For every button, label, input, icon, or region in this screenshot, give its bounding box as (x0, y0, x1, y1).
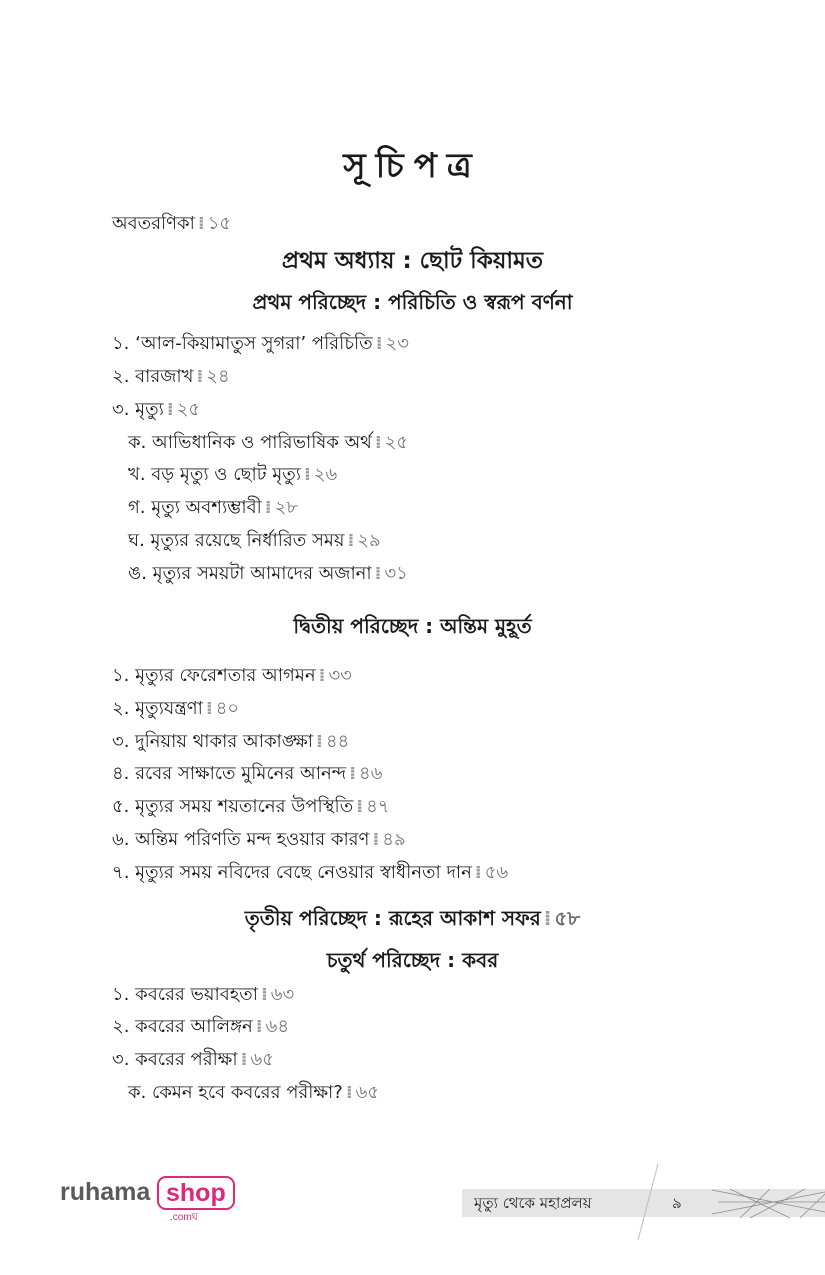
toc-subentry[interactable] (128, 431, 408, 455)
toc-separator: ⁞ (347, 530, 355, 551)
toc-entry[interactable] (112, 398, 200, 422)
toc-page-number: ২৫ (384, 432, 409, 453)
toc-page-number: ৫৬ (484, 862, 509, 883)
toc-page-number: ৬৫ (355, 1082, 380, 1103)
toc-label: ৬. অন্তিম পরিণতি মন্দ হওয়ার কারণ (112, 829, 370, 850)
toc-separator: ⁞ (318, 665, 326, 686)
toc-subentry[interactable] (128, 463, 337, 487)
toc-label: ঘ. মৃত্যুর রয়েছে নির্ধারিত সময় (128, 530, 345, 551)
toc-entry[interactable] (112, 1048, 274, 1072)
toc-entry[interactable] (112, 365, 230, 389)
toc-page-number: ৬৪ (265, 1016, 289, 1037)
toc-page-number: ৪৪ (325, 731, 350, 752)
toc-page-number: ৪৭ (366, 796, 390, 817)
toc-label: ১. মৃত্যুর ফেরেশতার আগমন (112, 665, 316, 686)
section-heading-4: চতুর্থ পরিচ্ছেদ : কবর (326, 948, 499, 972)
toc-page-number: ২৬ (313, 464, 338, 485)
page-title: সূচিপত্র (343, 146, 482, 186)
toc-entry[interactable] (112, 664, 352, 688)
logo-shop-badge: shop (157, 1176, 235, 1210)
section-heading-2: দ্বিতীয় পরিচ্ছেদ : অন্তিম মুহূর্ত (293, 614, 532, 638)
logo-domain: .comঘ (170, 1212, 198, 1223)
toc-page-number: ১৫ (207, 213, 232, 234)
toc-subentry[interactable] (128, 496, 298, 520)
toc-entry[interactable] (112, 762, 382, 786)
toc-page-number: ৪০ (215, 698, 240, 719)
toc-page-number: ২৪ (206, 366, 230, 387)
toc-label: খ. বড় মৃত্যু ও ছোট মৃত্যু (128, 464, 301, 485)
footer-geometric-art (600, 1162, 825, 1242)
toc-separator: ⁞ (372, 829, 380, 850)
toc-entry[interactable] (112, 983, 294, 1007)
toc-label: ১. ‘আল-কিয়ামাতুস সুগরা’ পরিচিতি (112, 333, 373, 354)
toc-subentry[interactable] (128, 562, 408, 586)
toc-separator: ⁞ (349, 763, 357, 784)
toc-subentry[interactable] (128, 529, 381, 553)
toc-separator: ⁞ (345, 1082, 353, 1103)
section-heading-label: তৃতীয় পরিচ্ছেদ : রূহের আকাশ সফর (244, 906, 541, 930)
toc-separator: ⁞ (316, 731, 323, 752)
toc-separator: ⁞ (197, 213, 205, 234)
toc-page-number: ৪৬ (359, 763, 383, 784)
toc-separator: ⁞ (205, 698, 213, 719)
toc-label: ২. মৃত্যুযন্ত্রণা (112, 698, 203, 719)
toc-entry[interactable] (112, 697, 239, 721)
page-number: ৯ (672, 1194, 682, 1212)
toc-entry[interactable] (112, 828, 406, 852)
toc-separator: ⁞ (264, 497, 272, 518)
book-title: মৃত্যু থেকে মহাপ্রলয় (474, 1194, 592, 1212)
toc-separator: ⁞ (303, 464, 311, 485)
toc-label: ঙ. মৃত্যুর সময়টা আমাদের অজানা (128, 563, 372, 584)
toc-page-number: ২৮ (274, 497, 299, 518)
toc-intro[interactable] (112, 212, 231, 236)
toc-entry[interactable] (112, 861, 508, 885)
toc-label: গ. মৃত্যু অবশ্যম্ভাবী (128, 497, 262, 518)
toc-label: ৫. মৃত্যুর সময় শয়তানের উপস্থিতি (112, 796, 354, 817)
toc-page-number: ৬৫ (250, 1049, 274, 1070)
toc-separator: ⁞ (474, 862, 482, 883)
section-heading-1: প্রথম পরিচ্ছেদ : পরিচিতি ও স্বরূপ বর্ণনা (252, 290, 573, 314)
toc-label: অবতরণিকা (112, 213, 195, 234)
toc-separator: ⁞ (166, 399, 174, 420)
logo-text: ruhama (60, 1178, 151, 1206)
toc-label: ক. কেমন হবে কবরের পরীক্ষা? (128, 1082, 343, 1103)
toc-label: ৩. কবরের পরীক্ষা (112, 1049, 238, 1070)
toc-entry[interactable] (112, 795, 389, 819)
toc-label: ২. বারজাখ (112, 366, 194, 387)
section-heading-3[interactable] (0, 904, 825, 932)
toc-label: ৪. রবের সাক্ষাতে মুমিনের আনন্দ (112, 763, 347, 784)
toc-label: ৭. মৃত্যুর সময় নবিদের বেছে নেওয়ার স্বাধীনতা দান (112, 862, 472, 883)
toc-entry[interactable] (112, 730, 349, 754)
toc-entry[interactable] (112, 1015, 289, 1039)
toc-page-number: ৩১ (384, 563, 408, 584)
toc-page-number: ৬৩ (270, 984, 295, 1005)
toc-page-number: ৩৩ (328, 665, 352, 686)
toc-label: ৩. দুনিয়ায় থাকার আকাঙ্ক্ষা (112, 731, 314, 752)
toc-separator: ⁞ (543, 906, 552, 930)
toc-separator: ⁞ (260, 984, 268, 1005)
toc-page-number: ২৯ (357, 530, 381, 551)
toc-entry[interactable] (112, 332, 409, 356)
toc-separator: ⁞ (374, 563, 382, 584)
toc-label: ২. কবরের আলিঙ্গন (112, 1016, 253, 1037)
toc-page-number: ৫৮ (554, 906, 581, 930)
toc-separator: ⁞ (374, 432, 382, 453)
toc-page-number: ৪৯ (382, 829, 406, 850)
toc-subentry[interactable] (128, 1081, 379, 1105)
toc-page-number: ২৩ (385, 333, 409, 354)
toc-label: ক. আভিধানিক ও পারিভাষিক অর্থ (128, 432, 372, 453)
toc-separator: ⁞ (196, 366, 204, 387)
toc-page-number: ২৫ (176, 399, 201, 420)
toc-separator: ⁞ (255, 1016, 263, 1037)
toc-separator: ⁞ (375, 333, 383, 354)
toc-label: ৩. মৃত্যু (112, 399, 164, 420)
toc-separator: ⁞ (240, 1049, 248, 1070)
chapter-heading: প্রথম অধ্যায় : ছোট কিয়ামত (281, 248, 544, 274)
toc-separator: ⁞ (356, 796, 364, 817)
toc-label: ১. কবরের ভয়াবহতা (112, 984, 258, 1005)
